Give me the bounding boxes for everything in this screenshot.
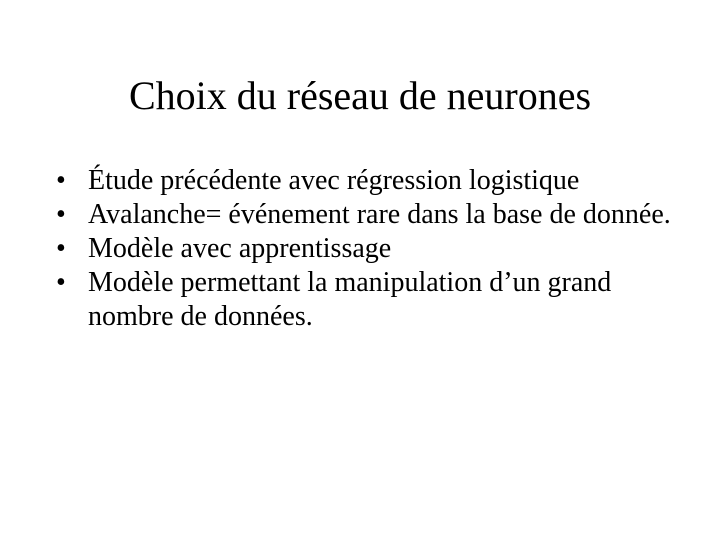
bullet-item-3 (56, 232, 676, 266)
bullet-item-4 (56, 266, 676, 334)
bullet-text-1: Étude précédente avec régression logistique (88, 165, 580, 196)
bullet-dot-icon: • (56, 267, 66, 298)
bullet-text-4: Modèle permettant la manipulation d’un grand nombre de données. (88, 267, 612, 332)
bullet-dot-icon: • (56, 199, 66, 230)
bullet-dot-icon: • (56, 233, 66, 264)
bullet-item-1 (56, 164, 676, 198)
bullet-dot-icon: • (56, 165, 66, 196)
bullet-list (56, 164, 676, 334)
bullet-text-3: Modèle avec apprentissage (88, 233, 392, 264)
bullet-item-2 (56, 198, 676, 232)
bullet-text-2: Avalanche= événement rare dans la base de donnée. (88, 199, 671, 230)
slide-title: Choix du réseau de neurones (128, 73, 592, 118)
